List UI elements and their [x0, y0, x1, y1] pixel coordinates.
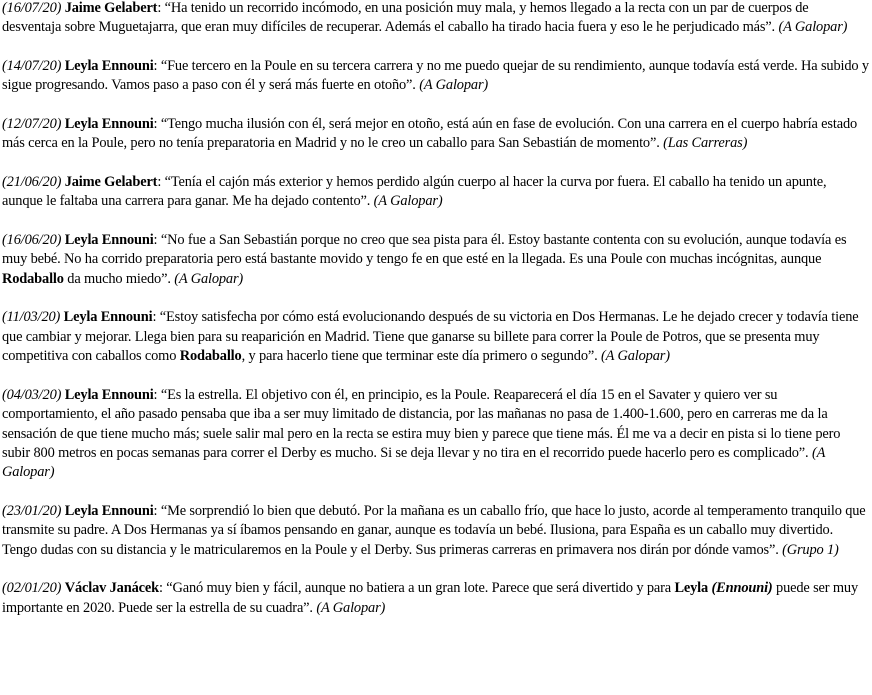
quote-speaker: Leyla Ennouni [64, 58, 154, 74]
quote-speaker: Leyla Ennouni [64, 503, 154, 520]
quote-date: (04/03/20) [2, 386, 62, 403]
quote-colon: : [157, 0, 165, 16]
quote-date: (23/01/20) [2, 503, 62, 520]
quote-text: “Es la estrella. El objetivo con él, en principio, es la Poule. Reaparecerá el día 15 en el Savater y quiero ver su comportamiento, el año pasado pensaba que iba a ser muy limitado de distancia, por las mañanas no pasa de 1.400-1.600, pero en carreras me da la sensación de que tiene mucho más; suele salir mal pero en la recta se estira muy bien y parece que tiene más. Él me va a decir en pista si lo tiene pero subir 800 metros en pocas semanas para correr el Derby es mucho. Si se deja llevar y no tira en el recorrido puede hacerlo pero es complicado”. [2, 386, 841, 462]
quote-text: “Estoy satisfecha por cómo está evolucionando después de su victoria en Dos Hermanas. Le he dejado crecer y todavía tiene que cambiar y mejorar. Llega bien para su reaparición en Madrid. Tiene que ganarse su billete para correr la Poule de Potros, que se presenta muy competitiva con caballos como [2, 309, 859, 365]
quote-source: (Las Carreras) [663, 135, 748, 152]
quote-source: (A Galopar) [373, 193, 443, 210]
trainer-surname: (Ennouni) [711, 580, 773, 597]
quote-entry [2, 173, 870, 212]
quote-colon: : [153, 232, 161, 248]
quote-date: (12/07/20) [2, 116, 62, 132]
quote-colon: : [158, 580, 167, 597]
quote-text: “Tenía el cajón más exterior y hemos perdido algún cuerpo al hacer la curva por fuera. El caballo ha tenido un apunte, aunque le faltaba una carrera para ganar. Me ha dejado contento”. [2, 174, 827, 210]
quote-text: “Fue tercero en la Poule en su tercera carrera y no me puedo quejar de su rendimiento, aunque todavía está verde. Ha subido y sigue progresando. Vamos paso a paso con él y será más fuerte en otoño”. [2, 58, 869, 94]
quote-entry [2, 308, 870, 366]
quote-entry [2, 57, 870, 96]
quote-entry [2, 579, 870, 618]
quote-source: (A Galopar) [174, 270, 244, 287]
quote-source: (A Galopar) [778, 19, 848, 36]
quote-colon: : [152, 309, 160, 326]
quote-text: “Me sorprendió lo bien que debutó. Por la mañana es un caballo frío, que hace lo justo, acorde al temperamento tranquilo que transmite su padre. A Dos Hermanas ya sí íbamos pensando en ganar, aunque es todavía un bebé. Ilusiona, para España es un caballo muy divertido. Tengo dudas con su distancia y le matricularemos en la Poule y el Derby. Sus primeras carreras en primavera nos dirán por dónde vamos”. [2, 503, 866, 558]
quote-source: (Grupo 1) [782, 541, 839, 558]
quote-entry [2, 231, 870, 289]
quote-text: “Ha tenido un recorrido incómodo, en una posición muy mala, y hemos llegado a la recta con un par de cuerpos de desventaja sobre Muguetajarra, que eran muy difíciles de recuperar. Además el caballo ha tirado hacia fuera y eso le he perjudicado más”. [2, 0, 809, 36]
quote-colon: : [157, 174, 165, 190]
quote-text-continued: da mucho miedo”. [63, 270, 171, 287]
quote-speaker: Jaime Gelabert [64, 0, 158, 16]
quote-speaker: Leyla Ennouni [64, 232, 154, 248]
quote-speaker: Václav Janácek [64, 580, 159, 597]
horse-name: Rodaballo [179, 348, 242, 365]
quote-text: “Tengo mucha ilusión con él, será mejor en otoño, está aún en fase de evolución. Con una carrera en el cuerpo habría estado más cerca en la Poule, pero no tenía preparatoria en Madrid y no le creo un caballo para San Sebastián de momento”. [2, 116, 858, 152]
quote-text-continued: , y para hacerlo tiene que terminar este día primero o segundo”. [241, 348, 598, 365]
quote-speaker: Leyla Ennouni [63, 309, 153, 326]
quote-date: (16/06/20) [2, 232, 62, 248]
trainer-name: Leyla [674, 580, 709, 597]
quote-entry [2, 115, 870, 154]
quote-date: (02/01/20) [2, 580, 62, 597]
horse-name: Rodaballo [2, 270, 64, 287]
quote-source: (A Galopar) [419, 77, 489, 94]
quote-text: “No fue a San Sebastián porque no creo que sea pista para él. Estoy bastante contenta con su evolución, aunque todavía es muy bebé. No ha corrido preparatoria pero está bastante movido y tengo fe en que esté en la llegada. Es una Poule con muchas incógnitas, aunque [2, 232, 847, 268]
quote-colon: : [153, 503, 161, 520]
quote-source: (A Galopar) [316, 599, 386, 616]
quote-colon: : [153, 116, 161, 132]
quote-speaker: Leyla Ennouni [64, 386, 154, 403]
quote-entry [2, 386, 870, 483]
quote-date: (21/06/20) [2, 174, 62, 190]
quote-entry [2, 0, 870, 38]
quote-colon: : [153, 386, 161, 403]
quote-text: “Ganó muy bien y fácil, aunque no batiera a un gran lote. Parece que será divertido y para [166, 580, 675, 597]
quote-source: (A Galopar) [2, 445, 825, 481]
quote-speaker: Jaime Gelabert [64, 174, 158, 190]
quote-date: (16/07/20) [2, 0, 62, 16]
quote-colon: : [153, 58, 161, 74]
quote-source: (A Galopar) [601, 348, 670, 365]
quote-speaker: Leyla Ennouni [64, 116, 154, 132]
quote-text-continued: puede ser muy importante en 2020. Puede ser la estrella de su cuadra”. [2, 580, 858, 616]
quote-date: (14/07/20) [2, 58, 62, 74]
quote-entry [2, 502, 870, 560]
quote-date: (11/03/20) [2, 309, 61, 326]
